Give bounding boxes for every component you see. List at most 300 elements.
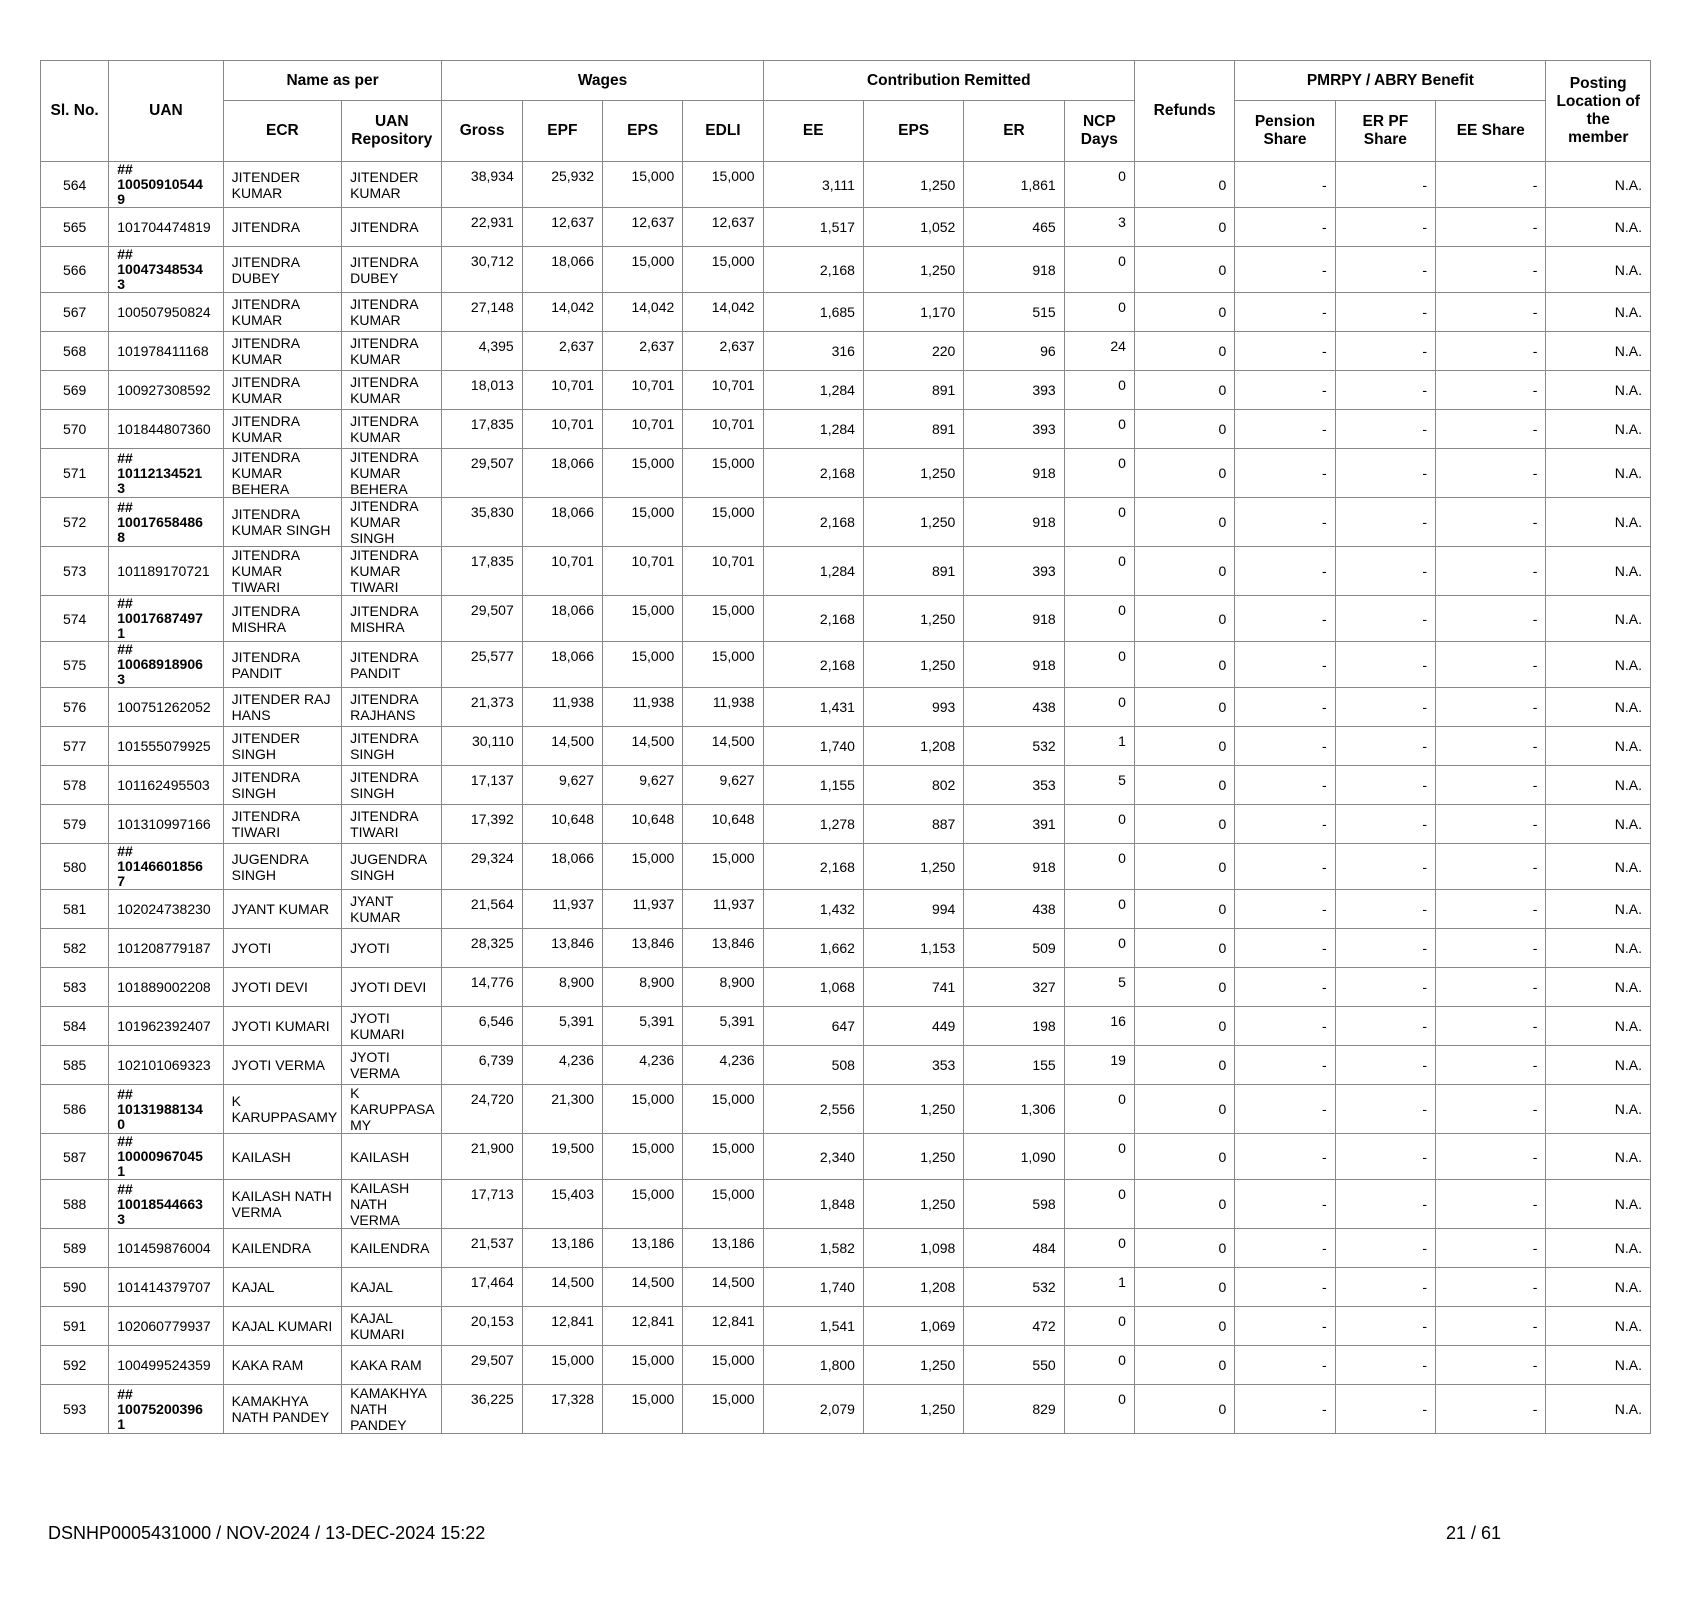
cell-edli: 13,186 (683, 1229, 763, 1268)
cell-wages-eps: 13,186 (603, 1229, 683, 1268)
cell-contribution-eps: 1,250 (863, 1134, 963, 1180)
cell-ncp-days: 1 (1064, 1268, 1134, 1307)
cell-wages-eps: 4,236 (603, 1046, 683, 1085)
cell-contribution-eps: 891 (863, 371, 963, 410)
cell-name-ecr: JITENDRA KUMAR (223, 293, 341, 332)
cell-name-uan-repository: JUGENDRA SINGH (342, 844, 442, 890)
cell-ncp-days: 0 (1064, 1134, 1134, 1180)
cell-gross: 21,900 (442, 1134, 522, 1180)
table-row (41, 596, 1651, 642)
cell-posting-location: N.A. (1546, 844, 1651, 890)
cell-er-pf-share: - (1335, 805, 1435, 844)
cell-uan: 101189170721 (109, 547, 223, 596)
cell-ncp-days: 0 (1064, 293, 1134, 332)
table-row (41, 208, 1651, 247)
header-ee: EE (763, 101, 863, 162)
cell-ncp-days: 0 (1064, 1346, 1134, 1385)
table-row (41, 1134, 1651, 1180)
cell-er-pf-share: - (1335, 1229, 1435, 1268)
cell-er: 1,306 (964, 1085, 1064, 1134)
cell-pension-share: - (1235, 293, 1335, 332)
cell-contribution-eps: 1,208 (863, 727, 963, 766)
cell-gross: 24,720 (442, 1085, 522, 1134)
cell-pension-share: - (1235, 1307, 1335, 1346)
cell-edli: 15,000 (683, 1085, 763, 1134)
cell-uan: ## 10018544663 3 (109, 1180, 223, 1229)
cell-name-uan-repository: KAILASH NATH VERMA (342, 1180, 442, 1229)
cell-gross: 4,395 (442, 332, 522, 371)
cell-er: 484 (964, 1229, 1064, 1268)
cell-pension-share: - (1235, 1134, 1335, 1180)
table-row (41, 371, 1651, 410)
cell-posting-location: N.A. (1546, 208, 1651, 247)
cell-ee-share: - (1436, 1007, 1546, 1046)
cell-name-uan-repository: JITENDRA PANDIT (342, 642, 442, 688)
cell-name-uan-repository: KAKA RAM (342, 1346, 442, 1385)
cell-ncp-days: 0 (1064, 805, 1134, 844)
cell-name-uan-repository: JYANT KUMAR (342, 890, 442, 929)
cell-posting-location: N.A. (1546, 1229, 1651, 1268)
cell-name-uan-repository: JITENDRA SINGH (342, 727, 442, 766)
cell-sl-no: 576 (41, 688, 109, 727)
cell-ee: 1,740 (763, 1268, 863, 1307)
cell-refunds: 0 (1134, 1046, 1234, 1085)
cell-ncp-days: 0 (1064, 498, 1134, 547)
cell-uan: 101459876004 (109, 1229, 223, 1268)
cell-refunds: 0 (1134, 208, 1234, 247)
cell-uan: ## 10068918906 3 (109, 642, 223, 688)
cell-ee-share: - (1436, 890, 1546, 929)
cell-ncp-days: 1 (1064, 727, 1134, 766)
cell-contribution-eps: 1,250 (863, 596, 963, 642)
cell-er: 391 (964, 805, 1064, 844)
header-posting-location: Posting Location of the member (1546, 61, 1651, 162)
table-row (41, 1307, 1651, 1346)
cell-uan: 101208779187 (109, 929, 223, 968)
cell-gross: 38,934 (442, 162, 522, 208)
cell-uan: 101889002208 (109, 968, 223, 1007)
cell-gross: 29,324 (442, 844, 522, 890)
cell-pension-share: - (1235, 766, 1335, 805)
cell-ee-share: - (1436, 805, 1546, 844)
cell-wages-eps: 14,500 (603, 1268, 683, 1307)
cell-refunds: 0 (1134, 1229, 1234, 1268)
table-row (41, 727, 1651, 766)
cell-pension-share: - (1235, 162, 1335, 208)
cell-ncp-days: 3 (1064, 208, 1134, 247)
cell-sl-no: 590 (41, 1268, 109, 1307)
cell-posting-location: N.A. (1546, 162, 1651, 208)
header-edli: EDLI (683, 101, 763, 162)
cell-epf: 19,500 (522, 1134, 602, 1180)
cell-gross: 21,537 (442, 1229, 522, 1268)
cell-posting-location: N.A. (1546, 1307, 1651, 1346)
cell-name-uan-repository: JYOTI DEVI (342, 968, 442, 1007)
cell-er-pf-share: - (1335, 247, 1435, 293)
cell-pension-share: - (1235, 968, 1335, 1007)
cell-ee-share: - (1436, 371, 1546, 410)
cell-er: 532 (964, 1268, 1064, 1307)
cell-ee-share: - (1436, 1180, 1546, 1229)
cell-name-ecr: JITENDRA SINGH (223, 766, 341, 805)
cell-refunds: 0 (1134, 332, 1234, 371)
cell-name-uan-repository: JITENDRA KUMAR (342, 410, 442, 449)
cell-ee: 1,740 (763, 727, 863, 766)
cell-posting-location: N.A. (1546, 371, 1651, 410)
cell-er-pf-share: - (1335, 162, 1435, 208)
cell-gross: 22,931 (442, 208, 522, 247)
cell-pension-share: - (1235, 498, 1335, 547)
cell-refunds: 0 (1134, 1307, 1234, 1346)
cell-edli: 14,500 (683, 1268, 763, 1307)
header-pension-share: Pension Share (1235, 101, 1335, 162)
cell-pension-share: - (1235, 1046, 1335, 1085)
cell-pension-share: - (1235, 890, 1335, 929)
cell-edli: 12,637 (683, 208, 763, 247)
cell-posting-location: N.A. (1546, 1346, 1651, 1385)
cell-epf: 13,846 (522, 929, 602, 968)
cell-edli: 15,000 (683, 1385, 763, 1434)
cell-name-uan-repository: JITENDRA KUMAR BEHERA (342, 449, 442, 498)
cell-contribution-eps: 1,250 (863, 449, 963, 498)
cell-pension-share: - (1235, 1346, 1335, 1385)
cell-ee: 2,168 (763, 642, 863, 688)
cell-epf: 14,500 (522, 1268, 602, 1307)
cell-er: 438 (964, 890, 1064, 929)
cell-edli: 14,042 (683, 293, 763, 332)
cell-uan: 101978411168 (109, 332, 223, 371)
table-row (41, 547, 1651, 596)
cell-contribution-eps: 1,250 (863, 1346, 963, 1385)
cell-ee: 2,079 (763, 1385, 863, 1434)
cell-er: 96 (964, 332, 1064, 371)
cell-ee-share: - (1436, 968, 1546, 1007)
cell-sl-no: 584 (41, 1007, 109, 1046)
cell-name-uan-repository: KAILASH (342, 1134, 442, 1180)
cell-wages-eps: 10,701 (603, 410, 683, 449)
cell-name-ecr: JITENDER SINGH (223, 727, 341, 766)
cell-epf: 14,042 (522, 293, 602, 332)
header-refunds: Refunds (1134, 61, 1234, 162)
cell-gross: 30,712 (442, 247, 522, 293)
table-row (41, 1268, 1651, 1307)
cell-wages-eps: 10,701 (603, 547, 683, 596)
cell-refunds: 0 (1134, 498, 1234, 547)
cell-contribution-eps: 891 (863, 547, 963, 596)
cell-pension-share: - (1235, 727, 1335, 766)
cell-sl-no: 582 (41, 929, 109, 968)
cell-er-pf-share: - (1335, 371, 1435, 410)
cell-sl-no: 577 (41, 727, 109, 766)
cell-epf: 2,637 (522, 332, 602, 371)
cell-er: 509 (964, 929, 1064, 968)
cell-er-pf-share: - (1335, 1180, 1435, 1229)
cell-name-uan-repository: JITENDRA KUMAR TIWARI (342, 547, 442, 596)
cell-uan: 101162495503 (109, 766, 223, 805)
cell-gross: 17,137 (442, 766, 522, 805)
cell-uan: 101414379707 (109, 1268, 223, 1307)
cell-pension-share: - (1235, 1385, 1335, 1434)
cell-edli: 15,000 (683, 247, 763, 293)
cell-pension-share: - (1235, 247, 1335, 293)
cell-uan: ## 10047348534 3 (109, 247, 223, 293)
cell-gross: 29,507 (442, 449, 522, 498)
cell-edli: 15,000 (683, 162, 763, 208)
cell-gross: 25,577 (442, 642, 522, 688)
cell-ncp-days: 19 (1064, 1046, 1134, 1085)
cell-epf: 8,900 (522, 968, 602, 1007)
cell-name-ecr: JITENDRA KUMAR (223, 410, 341, 449)
cell-epf: 21,300 (522, 1085, 602, 1134)
cell-uan: 100499524359 (109, 1346, 223, 1385)
cell-er-pf-share: - (1335, 596, 1435, 642)
cell-gross: 30,110 (442, 727, 522, 766)
cell-sl-no: 564 (41, 162, 109, 208)
table-row (41, 1180, 1651, 1229)
cell-contribution-eps: 1,170 (863, 293, 963, 332)
cell-uan: ## 10075200396 1 (109, 1385, 223, 1434)
cell-sl-no: 592 (41, 1346, 109, 1385)
cell-ee-share: - (1436, 1046, 1546, 1085)
cell-ee-share: - (1436, 498, 1546, 547)
cell-pension-share: - (1235, 805, 1335, 844)
header-ncp-days: NCP Days (1064, 101, 1134, 162)
cell-wages-eps: 14,042 (603, 293, 683, 332)
cell-er-pf-share: - (1335, 968, 1435, 1007)
cell-er: 918 (964, 498, 1064, 547)
table-row (41, 498, 1651, 547)
cell-name-uan-repository: JYOTI KUMARI (342, 1007, 442, 1046)
cell-ee-share: - (1436, 1268, 1546, 1307)
cell-er-pf-share: - (1335, 890, 1435, 929)
cell-er: 472 (964, 1307, 1064, 1346)
cell-wages-eps: 15,000 (603, 449, 683, 498)
cell-posting-location: N.A. (1546, 1046, 1651, 1085)
cell-refunds: 0 (1134, 162, 1234, 208)
cell-gross: 17,713 (442, 1180, 522, 1229)
header-gross: Gross (442, 101, 522, 162)
cell-epf: 18,066 (522, 844, 602, 890)
cell-epf: 10,701 (522, 371, 602, 410)
header-wages: Wages (442, 61, 763, 101)
cell-name-ecr: JITENDER RAJ HANS (223, 688, 341, 727)
footer-page-number: 21 / 61 (1446, 1523, 1502, 1543)
cell-epf: 11,938 (522, 688, 602, 727)
cell-ncp-days: 0 (1064, 1307, 1134, 1346)
cell-posting-location: N.A. (1546, 247, 1651, 293)
cell-refunds: 0 (1134, 727, 1234, 766)
cell-ee: 1,848 (763, 1180, 863, 1229)
cell-refunds: 0 (1134, 688, 1234, 727)
cell-epf: 4,236 (522, 1046, 602, 1085)
cell-uan: ## 10112134521 3 (109, 449, 223, 498)
cell-er: 829 (964, 1385, 1064, 1434)
cell-posting-location: N.A. (1546, 332, 1651, 371)
cell-pension-share: - (1235, 642, 1335, 688)
cell-sl-no: 569 (41, 371, 109, 410)
cell-name-ecr: JUGENDRA SINGH (223, 844, 341, 890)
cell-ee: 3,111 (763, 162, 863, 208)
cell-uan: ## 10000967045 1 (109, 1134, 223, 1180)
cell-refunds: 0 (1134, 596, 1234, 642)
cell-sl-no: 591 (41, 1307, 109, 1346)
cell-er-pf-share: - (1335, 1385, 1435, 1434)
cell-ee: 508 (763, 1046, 863, 1085)
cell-name-ecr: KAILASH NATH VERMA (223, 1180, 341, 1229)
cell-name-uan-repository: JITENDRA MISHRA (342, 596, 442, 642)
table-row (41, 1346, 1651, 1385)
cell-edli: 10,701 (683, 547, 763, 596)
cell-sl-no: 574 (41, 596, 109, 642)
cell-ncp-days: 0 (1064, 371, 1134, 410)
cell-uan: 102060779937 (109, 1307, 223, 1346)
cell-sl-no: 571 (41, 449, 109, 498)
cell-gross: 6,546 (442, 1007, 522, 1046)
cell-wages-eps: 13,846 (603, 929, 683, 968)
cell-name-ecr: JITENDRA (223, 208, 341, 247)
cell-name-ecr: KAKA RAM (223, 1346, 341, 1385)
cell-name-uan-repository: JITENDER KUMAR (342, 162, 442, 208)
cell-edli: 4,236 (683, 1046, 763, 1085)
cell-sl-no: 573 (41, 547, 109, 596)
cell-name-uan-repository: JITENDRA (342, 208, 442, 247)
cell-contribution-eps: 887 (863, 805, 963, 844)
cell-edli: 10,701 (683, 371, 763, 410)
cell-name-ecr: JITENDRA KUMAR (223, 371, 341, 410)
cell-contribution-eps: 1,250 (863, 498, 963, 547)
cell-edli: 5,391 (683, 1007, 763, 1046)
cell-er-pf-share: - (1335, 332, 1435, 371)
cell-ee: 1,800 (763, 1346, 863, 1385)
cell-er: 1,861 (964, 162, 1064, 208)
cell-er: 353 (964, 766, 1064, 805)
cell-name-uan-repository: JITENDRA DUBEY (342, 247, 442, 293)
cell-contribution-eps: 994 (863, 890, 963, 929)
cell-name-ecr: JITENDRA KUMAR SINGH (223, 498, 341, 547)
cell-name-uan-repository: JITENDRA KUMAR (342, 332, 442, 371)
cell-er: 393 (964, 410, 1064, 449)
cell-name-ecr: JYANT KUMAR (223, 890, 341, 929)
cell-uan: ## 10017687497 1 (109, 596, 223, 642)
cell-posting-location: N.A. (1546, 547, 1651, 596)
cell-sl-no: 566 (41, 247, 109, 293)
cell-ee: 2,168 (763, 844, 863, 890)
cell-wages-eps: 14,500 (603, 727, 683, 766)
cell-wages-eps: 15,000 (603, 1134, 683, 1180)
header-contribution-remitted: Contribution Remitted (763, 61, 1134, 101)
cell-sl-no: 579 (41, 805, 109, 844)
cell-name-uan-repository: KAJAL KUMARI (342, 1307, 442, 1346)
table-row (41, 1229, 1651, 1268)
cell-contribution-eps: 1,250 (863, 1180, 963, 1229)
cell-ee-share: - (1436, 1085, 1546, 1134)
cell-sl-no: 580 (41, 844, 109, 890)
cell-posting-location: N.A. (1546, 410, 1651, 449)
cell-er-pf-share: - (1335, 688, 1435, 727)
cell-wages-eps: 15,000 (603, 1180, 683, 1229)
cell-ee-share: - (1436, 410, 1546, 449)
cell-ncp-days: 0 (1064, 1085, 1134, 1134)
cell-wages-eps: 15,000 (603, 247, 683, 293)
cell-refunds: 0 (1134, 642, 1234, 688)
cell-er-pf-share: - (1335, 449, 1435, 498)
header-uan-repository: UAN Repository (342, 101, 442, 162)
cell-ee-share: - (1436, 844, 1546, 890)
cell-pension-share: - (1235, 844, 1335, 890)
cell-contribution-eps: 220 (863, 332, 963, 371)
cell-er-pf-share: - (1335, 929, 1435, 968)
cell-uan: 101555079925 (109, 727, 223, 766)
cell-er-pf-share: - (1335, 727, 1435, 766)
cell-ee-share: - (1436, 642, 1546, 688)
cell-refunds: 0 (1134, 410, 1234, 449)
cell-uan: 100507950824 (109, 293, 223, 332)
cell-gross: 20,153 (442, 1307, 522, 1346)
cell-er: 198 (964, 1007, 1064, 1046)
cell-ncp-days: 5 (1064, 968, 1134, 1007)
cell-gross: 35,830 (442, 498, 522, 547)
cell-name-ecr: JITENDRA KUMAR TIWARI (223, 547, 341, 596)
cell-er-pf-share: - (1335, 547, 1435, 596)
cell-uan: 101844807360 (109, 410, 223, 449)
cell-gross: 21,564 (442, 890, 522, 929)
cell-epf: 10,701 (522, 410, 602, 449)
cell-name-uan-repository: JITENDRA KUMAR SINGH (342, 498, 442, 547)
cell-gross: 36,225 (442, 1385, 522, 1434)
cell-contribution-eps: 1,250 (863, 162, 963, 208)
cell-sl-no: 581 (41, 890, 109, 929)
cell-refunds: 0 (1134, 247, 1234, 293)
cell-sl-no: 588 (41, 1180, 109, 1229)
cell-ncp-days: 0 (1064, 449, 1134, 498)
table-body (41, 162, 1651, 1434)
cell-sl-no: 567 (41, 293, 109, 332)
cell-contribution-eps: 891 (863, 410, 963, 449)
cell-name-ecr: JYOTI (223, 929, 341, 968)
cell-ncp-days: 0 (1064, 596, 1134, 642)
cell-wages-eps: 15,000 (603, 844, 683, 890)
cell-sl-no: 583 (41, 968, 109, 1007)
cell-ee-share: - (1436, 596, 1546, 642)
cell-ee: 2,168 (763, 449, 863, 498)
cell-contribution-eps: 1,250 (863, 642, 963, 688)
cell-posting-location: N.A. (1546, 498, 1651, 547)
cell-uan: 100751262052 (109, 688, 223, 727)
table-row (41, 1385, 1651, 1434)
cell-ee: 2,556 (763, 1085, 863, 1134)
cell-edli: 11,938 (683, 688, 763, 727)
cell-refunds: 0 (1134, 890, 1234, 929)
cell-contribution-eps: 1,098 (863, 1229, 963, 1268)
table-row (41, 642, 1651, 688)
cell-ncp-days: 0 (1064, 929, 1134, 968)
cell-refunds: 0 (1134, 1134, 1234, 1180)
cell-edli: 12,841 (683, 1307, 763, 1346)
cell-contribution-eps: 449 (863, 1007, 963, 1046)
cell-refunds: 0 (1134, 968, 1234, 1007)
cell-er: 393 (964, 547, 1064, 596)
cell-epf: 18,066 (522, 596, 602, 642)
cell-pension-share: - (1235, 929, 1335, 968)
cell-wages-eps: 15,000 (603, 1085, 683, 1134)
cell-epf: 14,500 (522, 727, 602, 766)
cell-contribution-eps: 1,052 (863, 208, 963, 247)
cell-epf: 18,066 (522, 449, 602, 498)
cell-wages-eps: 10,648 (603, 805, 683, 844)
cell-name-uan-repository: JYOTI VERMA (342, 1046, 442, 1085)
header-er-pf-share: ER PF Share (1335, 101, 1435, 162)
cell-ee-share: - (1436, 1385, 1546, 1434)
